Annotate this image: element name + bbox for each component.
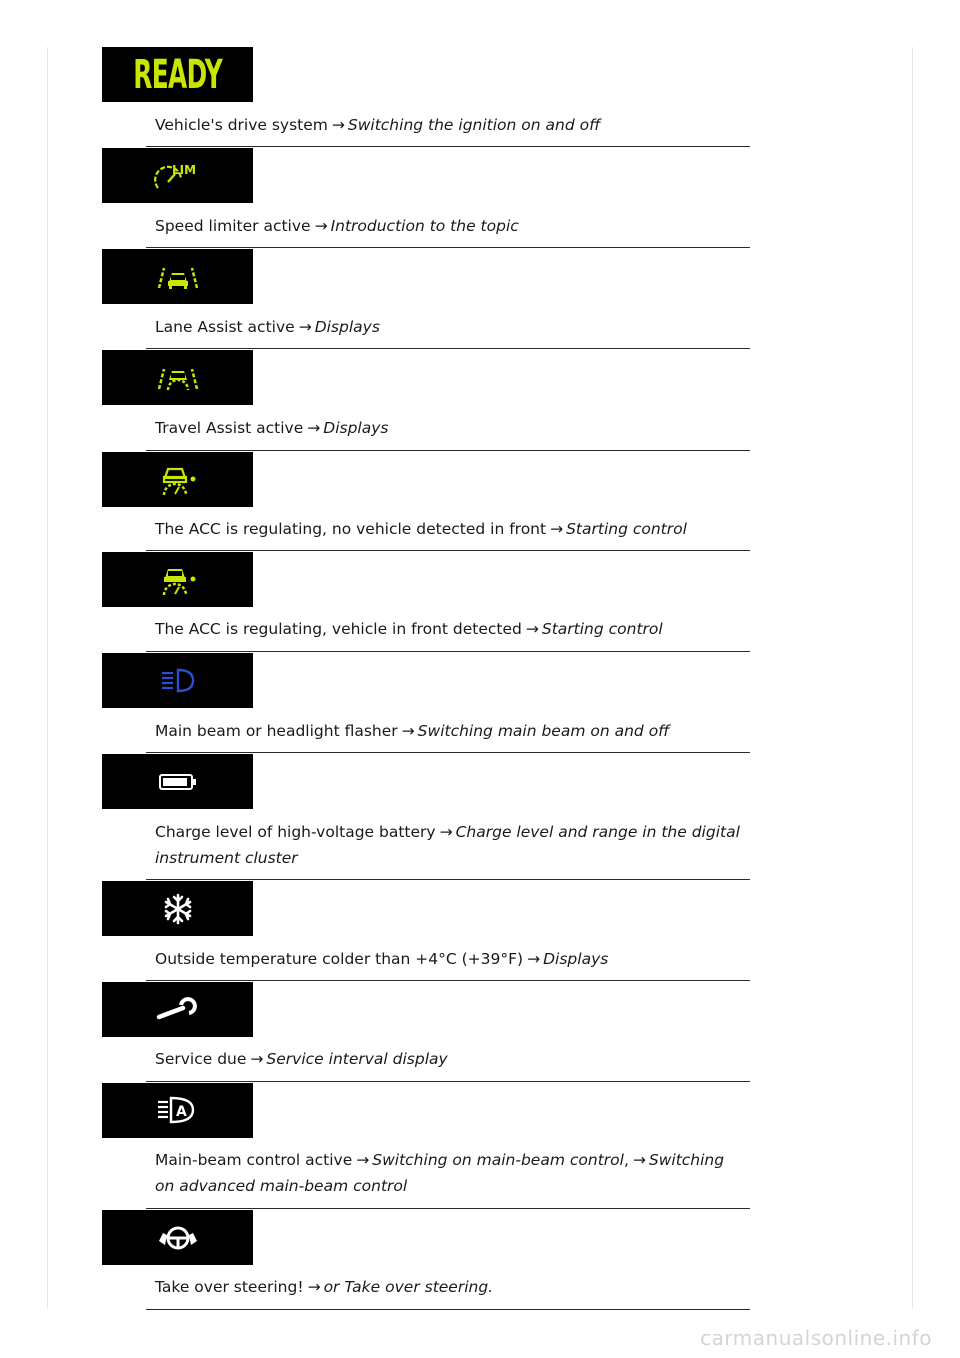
cross-reference-link[interactable]: Switching main beam on and off [417,722,670,740]
watermark: carmanualsonline.info [700,1326,932,1350]
arrow-right-icon: → [527,950,541,968]
indicator-tile [102,653,253,708]
cross-reference-link[interactable]: Starting control [541,620,663,638]
cross-reference-link[interactable]: Switching on advanced main-beam control [155,1151,725,1195]
divider [146,450,750,451]
travel-assist-icon [153,363,203,393]
entry-description: Speed limiter active → Introduction to the topic [155,217,519,235]
entry-description: Outside temperature colder than +4°C (+39°F) → Displays [155,950,609,968]
entry-description: Travel Assist active → Displays [155,419,389,437]
indicator-tile [102,1210,253,1265]
acc-vehicle-detected-icon [153,563,203,597]
indicator-tile [102,249,253,304]
acc-no-vehicle-icon [153,463,203,497]
entry-description: Vehicle's drive system → Switching the ignition on and off [155,116,601,134]
arrow-right-icon: → [307,419,321,437]
cross-reference-link[interactable]: Service interval display [266,1050,448,1068]
divider [146,1208,750,1209]
svg-text:LIM: LIM [171,162,196,177]
arrow-right-icon: → [331,116,345,134]
indicator-tile [102,754,253,809]
page-border-right [912,47,913,1309]
page-border-left [47,47,48,1309]
ready-indicator-tile [102,47,253,102]
arrow-right-icon: → [550,520,564,538]
indicator-tile [102,452,253,507]
divider [146,348,750,349]
snowflake-icon [161,892,195,926]
divider [146,980,750,981]
speed-limiter-icon [148,156,208,196]
ready-indicator: READY [133,51,222,98]
wrench-icon [153,995,203,1025]
entry-description: Lane Assist active → Displays [155,318,380,336]
divider [146,146,750,147]
svg-text:A: A [175,1103,187,1120]
divider [146,752,750,753]
indicator-tile [102,350,253,405]
indicator-tile [102,1083,253,1138]
cross-reference-link[interactable]: Switching the ignition on and off [347,116,601,134]
cross-reference-link[interactable]: Switching on main-beam control [372,1151,624,1169]
divider [146,1081,750,1082]
entry-description: The ACC is regulating, no vehicle detected in front → Starting control [155,520,687,538]
cross-reference-link[interactable]: or Take over steering. [323,1278,494,1296]
divider [146,651,750,652]
indicator-tile [102,982,253,1037]
main-beam-control-icon [153,1095,203,1127]
arrow-right-icon: → [439,823,453,841]
cross-reference-link[interactable]: Introduction to the topic [330,217,519,235]
indicator-tile [102,148,253,203]
main-beam-icon [156,666,200,696]
arrow-right-icon: → [307,1278,321,1296]
divider [146,550,750,551]
arrow-right-icon: → [356,1151,370,1169]
entry-description: Main beam or headlight flasher → Switching main beam on and off [155,722,670,740]
indicator-tile [102,552,253,607]
lane-assist-icon [153,262,203,292]
arrow-right-icon: → [298,318,312,336]
arrow-right-icon: → [314,217,328,235]
arrow-right-icon: → [632,1151,646,1169]
take-over-steering-icon [153,1221,203,1255]
cross-reference-link[interactable]: Charge level and range in the digital instrument cluster [155,823,740,867]
divider [146,1309,750,1310]
entry-description: Main-beam control active → Switching on main-beam control, → Switching on advanced main-beam control [155,1151,725,1195]
entry-description: Take over steering! → or Take over steering. [155,1278,494,1296]
divider [146,247,750,248]
arrow-right-icon: → [250,1050,264,1068]
entry-description: Charge level of high-voltage battery → Charge level and range in the digital instrument cluster [155,823,740,867]
divider [146,879,750,880]
arrow-right-icon: → [401,722,415,740]
cross-reference-link[interactable]: Starting control [566,520,687,538]
cross-reference-link[interactable]: Displays [543,950,609,968]
battery-icon [156,771,200,793]
arrow-right-icon: → [525,620,539,638]
cross-reference-link[interactable]: Displays [314,318,380,336]
entry-description: The ACC is regulating, vehicle in front detected → Starting control [155,620,663,638]
entry-description: Service due → Service interval display [155,1050,448,1068]
indicator-tile [102,881,253,936]
cross-reference-link[interactable]: Displays [323,419,389,437]
